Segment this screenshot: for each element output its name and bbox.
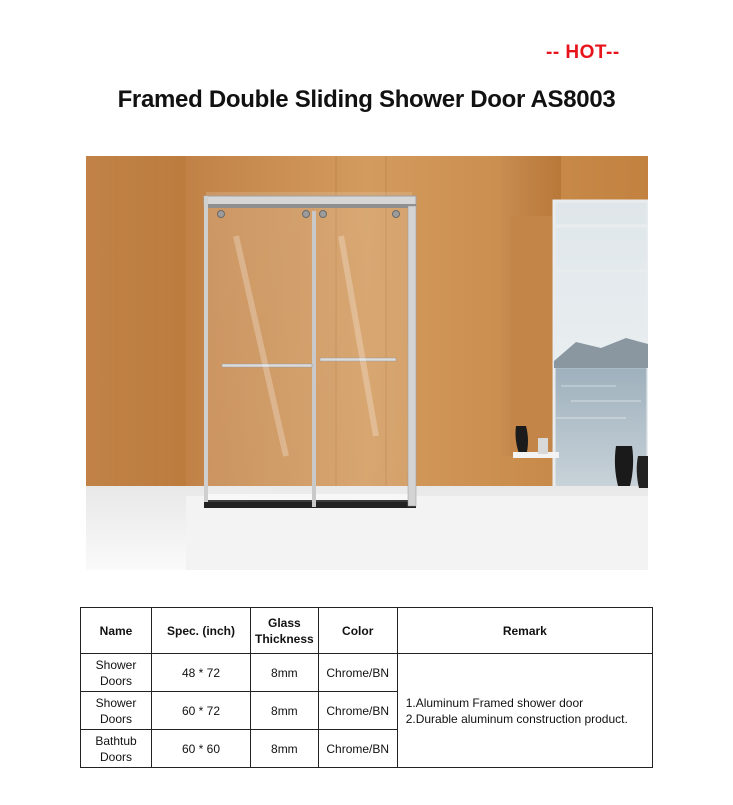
remark-line2: 2.Durable aluminum construction product. xyxy=(405,711,628,726)
header-name: Name xyxy=(81,608,152,654)
cell-name-line2: Doors xyxy=(99,749,132,764)
spec-table xyxy=(80,607,653,768)
table-header-row xyxy=(81,608,653,654)
cell-name xyxy=(81,654,152,692)
header-glass-line2: Thickness xyxy=(255,631,314,646)
cell-name xyxy=(81,730,152,768)
cell-color: Chrome/BN xyxy=(318,692,397,730)
cell-spec: 48 * 72 xyxy=(152,654,251,692)
table-row xyxy=(81,654,653,692)
cell-glass: 8mm xyxy=(251,730,319,768)
header-glass xyxy=(251,608,319,654)
cell-spec: 60 * 60 xyxy=(152,730,251,768)
remark-line1: 1.Aluminum Framed shower door xyxy=(405,695,584,710)
cell-name-line2: Doors xyxy=(99,673,132,688)
cell-spec: 60 * 72 xyxy=(152,692,251,730)
cell-name-line1: Bathtub xyxy=(95,733,137,748)
cell-name xyxy=(81,692,152,730)
cell-name-line2: Doors xyxy=(99,711,132,726)
cell-color: Chrome/BN xyxy=(318,654,397,692)
cell-color: Chrome/BN xyxy=(318,730,397,768)
cell-glass: 8mm xyxy=(251,654,319,692)
header-glass-line1: Glass xyxy=(268,615,301,630)
page-title: Framed Double Sliding Shower Door AS8003 xyxy=(117,86,616,113)
hot-badge: -- HOT-- xyxy=(546,42,620,63)
cell-name-line1: Shower xyxy=(95,695,137,710)
product-photo xyxy=(86,156,648,570)
cell-name-line1: Shower xyxy=(95,657,137,672)
header-color: Color xyxy=(318,608,397,654)
header-remark: Remark xyxy=(397,608,652,654)
cell-remark xyxy=(397,654,652,768)
header-spec: Spec. (inch) xyxy=(152,608,251,654)
cell-glass: 8mm xyxy=(251,692,319,730)
